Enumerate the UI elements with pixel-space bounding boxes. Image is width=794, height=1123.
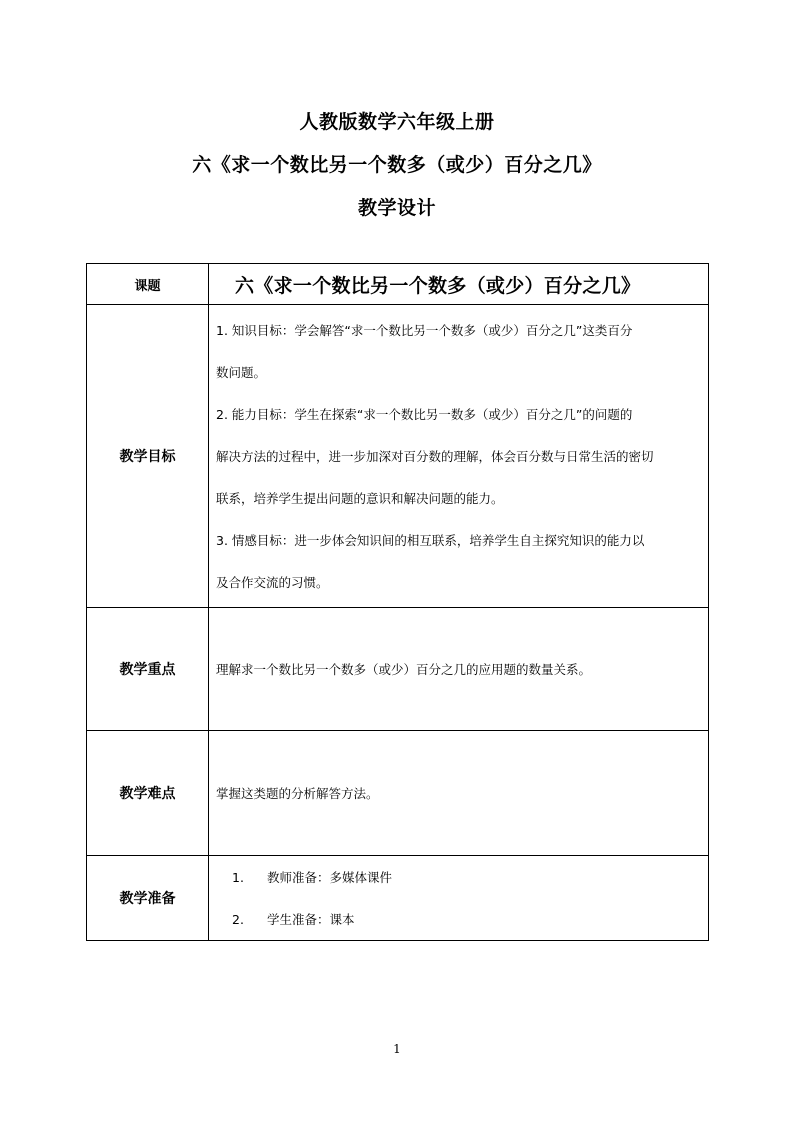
preparation-item-text: 教师准备：多媒体课件 — [267, 870, 393, 885]
difficulties-row — [87, 731, 709, 856]
document-type-heading: 教学设计 — [357, 197, 436, 219]
preparation-label: 教学准备 — [87, 856, 209, 941]
difficulties-label: 教学难点 — [87, 731, 209, 856]
preparation-item — [209, 898, 702, 940]
preparation-content — [209, 856, 709, 941]
preparation-item-number: 1. — [232, 869, 244, 885]
objectives-label: 教学目标 — [87, 305, 209, 608]
topic-label: 课题 — [87, 264, 209, 305]
topic-value: 六《求一个数比另一个数多（或少）百分之几》 — [209, 264, 709, 305]
preparation-item-text: 学生准备：课本 — [267, 912, 355, 927]
objectives-row — [87, 305, 709, 608]
objective-line: 3. 情感目标：进一步体会知识间的相互联系，培养学生自主探究知识的能力以 — [216, 533, 645, 548]
objective-line: 解决方法的过程中，进一步加深对百分数的理解，体会百分数与日常生活的密切 — [216, 449, 654, 464]
preparation-item — [209, 856, 702, 898]
difficulties-value: 掌握这类题的分析解答方法。 — [209, 731, 709, 856]
objective-line: 联系，培养学生提出问题的意识和解决问题的能力。 — [216, 491, 504, 506]
objective-line: 数问题。 — [216, 365, 267, 380]
objective-line: 2. 能力目标：学生在探索“求一个数比另一数多（或少）百分之几”的问题的 — [216, 407, 633, 422]
key-points-row — [87, 608, 709, 731]
lesson-plan-table — [86, 263, 709, 941]
document-title: 人教版数学六年级上册 — [299, 111, 495, 133]
objectives-content — [209, 305, 709, 608]
key-points-label: 教学重点 — [87, 608, 209, 731]
objective-line: 1. 知识目标：学会解答“求一个数比另一个数多（或少）百分之几”这类百分 — [216, 323, 633, 338]
page-number: 1 — [393, 1042, 401, 1056]
document-subtitle: 六《求一个数比另一个数多（或少）百分之几》 — [192, 154, 602, 176]
objective-line: 及合作交流的习惯。 — [216, 575, 329, 590]
topic-row — [87, 264, 709, 305]
preparation-row — [87, 856, 709, 941]
key-points-value: 理解求一个数比另一个数多（或少）百分之几的应用题的数量关系。 — [209, 608, 709, 731]
preparation-item-number: 2. — [232, 911, 244, 927]
